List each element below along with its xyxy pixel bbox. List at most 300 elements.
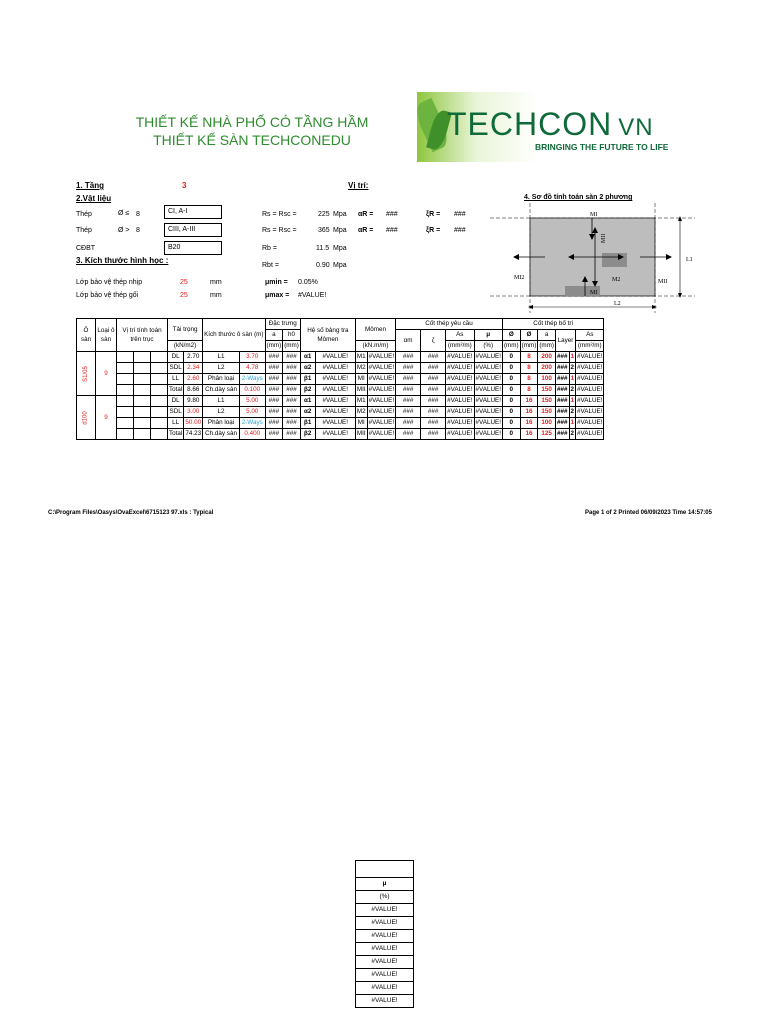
table-row [77,374,604,385]
coef-value: #VALUE! [315,407,355,418]
small-value: #VALUE! [356,917,414,930]
moment-value: #VALUE! [367,396,395,407]
slab-name: d100 [77,396,96,440]
zeta-val: ### [421,429,446,440]
a-val: ### [265,363,283,374]
phi2-val: 16 [520,407,538,418]
layer-val: 2 [569,429,576,440]
hash-val: ### [556,396,570,407]
th-mm-h0: (mm) [283,341,301,352]
phi2-val: 8 [520,352,538,363]
table-row [77,407,604,418]
load-value: 74.23 [184,429,203,440]
as-req-val: #VALUE! [446,418,474,429]
moment-value: #VALUE! [367,374,395,385]
alpha-m-val: ### [396,352,421,363]
steel1-val: 225 [318,211,330,218]
m-bottom-label: MI [590,290,598,296]
load-type: DL [168,396,184,407]
phi2-val: 16 [520,429,538,440]
load-type: SDL [168,407,184,418]
layer-val: 2 [569,407,576,418]
alpha-m-val: ### [396,429,421,440]
steel2-d: 8 [136,227,140,234]
small-head: μ [356,878,414,891]
zeta-val: ### [421,407,446,418]
zeta-val: ### [421,352,446,363]
zeta-val: ### [421,418,446,429]
phi1-val: 0 [502,407,520,418]
dim-value: 0.100 [239,385,265,396]
mu-min-val: 0.05% [298,279,318,286]
steel1-grade: CI, A-I [164,205,222,219]
th-vitri: Vị trí tính toán trên trục [117,319,168,352]
as-req-val: #VALUE! [446,363,474,374]
coef-value: #VALUE! [315,352,355,363]
spacing-val: 100 [538,418,556,429]
blank1 [117,396,134,407]
moment-value: #VALUE! [367,407,395,418]
rb-val: 11.5 [316,245,330,252]
phi1-val: 0 [502,385,520,396]
load-value: 3.00 [184,407,203,418]
load-type: DL [168,352,184,363]
table-row [77,429,604,440]
m-left-label: MI2 [514,275,525,281]
blank2 [134,429,151,440]
moment-label: M2 [355,363,367,374]
spacing-val: 150 [538,396,556,407]
th-mm-a: (mm) [265,341,283,352]
zeta-val: ### [421,363,446,374]
th-mu: μ [474,330,502,341]
diagram-title: 4. Sơ đồ tính toán sàn 2 phương [524,194,633,201]
th-dactrung: Đặc trưng [265,319,300,330]
phi1-val: 0 [502,352,520,363]
slab-type: 9 [96,352,117,396]
coef-value: #VALUE! [315,418,355,429]
coef-label: α2 [300,363,315,374]
moment-value: #VALUE! [367,352,395,363]
blank3 [151,418,168,429]
steel2-cond: Ø > [118,227,130,234]
spacing-val: 150 [538,385,556,396]
logo-tagline: BRINGING THE FUTURE TO LIFE [535,142,669,152]
steel1-alpha: αR = [358,211,374,218]
zeta-val: ### [421,385,446,396]
table-row [77,352,604,363]
a-val: ### [265,374,283,385]
coef-value: #VALUE! [315,396,355,407]
coef-value: #VALUE! [315,385,355,396]
th-h0: h0 [283,330,301,341]
phi1-val: 0 [502,418,520,429]
mu-max-label: μmax = [265,292,290,299]
hash-val: ### [556,385,570,396]
blank3 [151,363,168,374]
phi1-val: 0 [502,374,520,385]
cover1-unit: mm [210,279,222,286]
a-val: ### [265,407,283,418]
table-row [77,385,604,396]
phi2-val: 8 [520,363,538,374]
cover1-val: 25 [180,279,188,286]
mu-val: #VALUE! [474,352,502,363]
layer-val: 1 [569,374,576,385]
load-type: SDL [168,363,184,374]
mu-max-val: #VALUE! [298,292,327,299]
load-value: 50.00 [184,418,203,429]
moment-label: MII [355,429,367,440]
steel1-xi: ξR = [426,211,441,218]
blank1 [117,407,134,418]
cover2-label: Lớp bảo vệ thép gối [76,292,139,299]
slab-type: 9 [96,396,117,440]
h0-val: ### [283,374,301,385]
dim-label: Phân loại [203,374,240,385]
hash-val: ### [556,374,570,385]
alpha-m-val: ### [396,374,421,385]
steel2-label: Thép [76,227,92,234]
th-mm-phi1: (mm) [502,341,520,352]
as-bt-val: #VALUE! [576,352,604,363]
a-val: ### [265,418,283,429]
dim-label: L2 [203,407,240,418]
alpha-m-val: ### [396,407,421,418]
load-value: 8.66 [184,385,203,396]
steel2-xi: ξR = [426,227,441,234]
phi2-val: 8 [520,385,538,396]
a-val: ### [265,385,283,396]
load-type: Total [168,429,184,440]
small-value: #VALUE! [356,969,414,982]
h0-val: ### [283,407,301,418]
th-phi1: Ø [502,330,520,341]
steel1-xi-val: ### [454,211,466,218]
table-row [77,363,604,374]
m2-label: M2 [612,277,621,283]
blank3 [151,396,168,407]
table-row [77,418,604,429]
small-value: #VALUE! [356,930,414,943]
hash-val: ### [556,418,570,429]
spacing-val: 200 [538,352,556,363]
hash-val: ### [556,429,570,440]
load-value: 2.60 [184,374,203,385]
th-heso: Hệ số bảng tra Mômen [300,319,355,352]
moment-value: #VALUE! [367,363,395,374]
hash-val: ### [556,407,570,418]
l2-label: L2 [614,301,621,307]
phi2-val: 16 [520,396,538,407]
layer-val: 1 [569,396,576,407]
h0-val: ### [283,352,301,363]
concrete-label: CĐBT [76,245,96,252]
layer-val: 1 [569,418,576,429]
spacing-val: 125 [538,429,556,440]
small-value: #VALUE! [356,956,414,969]
mu-val: #VALUE! [474,363,502,374]
a-val: ### [265,396,283,407]
load-value: 9.80 [184,396,203,407]
m1-top-label: MI [590,212,598,218]
coef-label: β2 [300,385,315,396]
slab-name: S1/05 [77,352,96,396]
logo-suffix: VN [618,114,654,141]
blank2 [134,418,151,429]
spacing-val: 100 [538,374,556,385]
zeta-val: ### [421,374,446,385]
dim-label: L2 [203,363,240,374]
small-unit: (%) [356,891,414,904]
hash-val: ### [556,352,570,363]
blank1 [117,363,134,374]
blank2 [134,363,151,374]
phi1-val: 0 [502,396,520,407]
load-type: Total [168,385,184,396]
hash-val: ### [556,363,570,374]
alpha-m-val: ### [396,418,421,429]
blank3 [151,352,168,363]
th-as-bt: As [576,330,604,341]
as-bt-val: #VALUE! [576,374,604,385]
th-kichthuoc: Kích thước ô sàn (m) [203,319,265,352]
steel2-unit: Mpa [333,227,347,234]
floor-label: 1. Tầng [76,181,105,190]
blank2 [134,407,151,418]
steel1-d: 8 [136,211,140,218]
h0-val: ### [283,385,301,396]
geom-label: 3. Kích thước hình học : [76,256,169,265]
blank3 [151,429,168,440]
l1-label: L1 [686,257,693,263]
mu-val: #VALUE! [474,396,502,407]
as-bt-val: #VALUE! [576,418,604,429]
th-a-spacing: a [538,330,556,341]
steel2-xi-val: ### [454,227,466,234]
moment-value: #VALUE! [367,385,395,396]
as-req-val: #VALUE! [446,407,474,418]
mu-val: #VALUE! [474,429,502,440]
doc-title-1: THIẾT KẾ NHÀ PHỐ CÓ TẦNG HẦM [135,114,369,130]
load-value: 2.34 [184,363,203,374]
footer-page: Page 1 of 2 Printed 06/09/2023 Time 14:57:05 [585,510,712,516]
material-label: 2.Vật liệu [76,194,112,203]
alpha-m-val: ### [396,363,421,374]
doc-title-2: THIẾT KẾ SÀN TECHCONEDU [153,132,351,148]
blank2 [134,385,151,396]
dim-label: L1 [203,396,240,407]
a-val: ### [265,429,283,440]
steel2-grade: CIII, A-III [164,223,222,237]
th-as: As [446,330,474,341]
steel2-val: 365 [318,227,330,234]
slab-diagram [490,203,695,313]
dim-value: 3.70 [239,352,265,363]
small-value: #VALUE! [356,995,414,1008]
coef-label: β1 [300,418,315,429]
coef-value: #VALUE! [315,429,355,440]
moment-label: M1 [355,396,367,407]
phi1-val: 0 [502,363,520,374]
logo-brand: TECHCON [447,106,613,142]
blank3 [151,374,168,385]
techcon-logo [417,92,685,162]
mu-min-label: μmin = [265,279,288,286]
small-blank [356,861,414,878]
as-req-val: #VALUE! [446,396,474,407]
as-req-val: #VALUE! [446,374,474,385]
alpha-m-val: ### [396,385,421,396]
coef-label: β2 [300,429,315,440]
steel1-alpha-val: ### [386,211,398,218]
coef-label: α1 [300,396,315,407]
steel1-eq: Rs = Rsc = [262,211,297,218]
dim-value: 4.78 [239,363,265,374]
th-mm-phi2: (mm) [520,341,538,352]
blank1 [117,374,134,385]
blank3 [151,385,168,396]
phi2-val: 8 [520,374,538,385]
small-value: #VALUE! [356,904,414,917]
dim-value: 2-Ways [239,374,265,385]
th-yeucau: Cốt thép yêu cầu [396,319,503,330]
steel1-label: Thép [76,211,92,218]
th-pct: (%) [474,341,502,352]
m-right-label: MII [658,279,668,285]
spacing-val: 200 [538,363,556,374]
th-knmm: (kN.m/m) [355,341,395,352]
cover2-val: 25 [180,292,188,299]
spacing-val: 150 [538,407,556,418]
zeta-val: ### [421,396,446,407]
rb-eq: Rb = [262,245,277,252]
as-req-val: #VALUE! [446,429,474,440]
dim-value: 5.00 [239,396,265,407]
moment-value: #VALUE! [367,418,395,429]
h0-val: ### [283,396,301,407]
mu-val: #VALUE! [474,374,502,385]
steel2-eq: Rs = Rsc = [262,227,297,234]
alpha-m-val: ### [396,396,421,407]
floor-value: 3 [182,181,187,190]
as-bt-val: #VALUE! [576,407,604,418]
blank1 [117,429,134,440]
as-bt-val: #VALUE! [576,429,604,440]
coef-label: β1 [300,374,315,385]
moment-label: MI [355,374,367,385]
steel2-alpha: αR = [358,227,374,234]
dim-label: L1 [203,352,240,363]
rb-unit: Mpa [333,245,347,252]
load-type: LL [168,374,184,385]
cover2-unit: mm [210,292,222,299]
th-layer: Layer [556,330,576,352]
mu-val: #VALUE! [474,418,502,429]
small-value: #VALUE! [356,943,414,956]
moment-value: #VALUE! [367,429,395,440]
mu-val: #VALUE! [474,407,502,418]
moment-label: MII [355,385,367,396]
small-value: #VALUE! [356,982,414,995]
coef-value: #VALUE! [315,363,355,374]
a-val: ### [265,352,283,363]
th-mm-a2: (mm) [538,341,556,352]
mu-summary-table [355,860,414,1008]
table-row [77,396,604,407]
location-label: Vị trí: [348,181,369,190]
h0-val: ### [283,418,301,429]
th-loai: Loại ô sàn [96,319,117,352]
blank2 [134,352,151,363]
blank2 [134,374,151,385]
h0-val: ### [283,363,301,374]
th-moment: Mômen [355,319,395,341]
dim-label: Phân loại [203,418,240,429]
th-botri: Cốt thép bố trí [502,319,604,330]
coef-label: α2 [300,407,315,418]
coef-label: α1 [300,352,315,363]
th-mm2m: (mm²/m) [446,341,474,352]
rbt-val: 0.90 [316,262,330,269]
th-mm2m-bt: (mm²/m) [576,341,604,352]
blank1 [117,385,134,396]
moment-label: M1 [355,352,367,363]
th-phi2: Ø [520,330,538,341]
blank1 [117,418,134,429]
layer-val: 2 [569,385,576,396]
as-req-val: #VALUE! [446,385,474,396]
th-taitrong: Tải trọng [168,319,203,341]
dim-label: Ch.dày sàn [203,385,240,396]
footer-path: C:\Program Files\Oasys\OvaExcel\6715123 97.xls : Typical [48,510,214,516]
as-bt-val: #VALUE! [576,385,604,396]
h0-val: ### [283,429,301,440]
as-bt-val: #VALUE! [576,363,604,374]
th-a: a [265,330,283,341]
dim-value: 5.00 [239,407,265,418]
phi1-val: 0 [502,429,520,440]
steel1-unit: Mpa [333,211,347,218]
rbt-eq: Rbt = [262,262,279,269]
slab-calc-table [76,318,604,440]
layer-val: 2 [569,363,576,374]
dim-value: 2-Ways [239,418,265,429]
steel2-alpha-val: ### [386,227,398,234]
dim-value: 0.400 [239,429,265,440]
load-type: LL [168,418,184,429]
blank2 [134,396,151,407]
load-value: 2.70 [184,352,203,363]
concrete-grade: B20 [164,241,222,255]
blank3 [151,407,168,418]
blank1 [117,352,134,363]
th-alpha-m: αm [396,330,421,352]
as-req-val: #VALUE! [446,352,474,363]
th-o-san: Ô sàn [77,319,96,352]
layer-val: 1 [569,352,576,363]
steel1-cond: Ø ≤ [118,210,130,217]
dim-label: Ch.dày sàn [203,429,240,440]
th-kn: (kN/m2) [168,341,203,352]
mu-val: #VALUE! [474,385,502,396]
cover1-label: Lớp bảo vệ thép nhịp [76,279,143,286]
phi2-val: 16 [520,418,538,429]
as-bt-val: #VALUE! [576,396,604,407]
rbt-unit: Mpa [333,262,347,269]
mii-label: MII [601,233,607,243]
th-zeta: ζ [421,330,446,352]
